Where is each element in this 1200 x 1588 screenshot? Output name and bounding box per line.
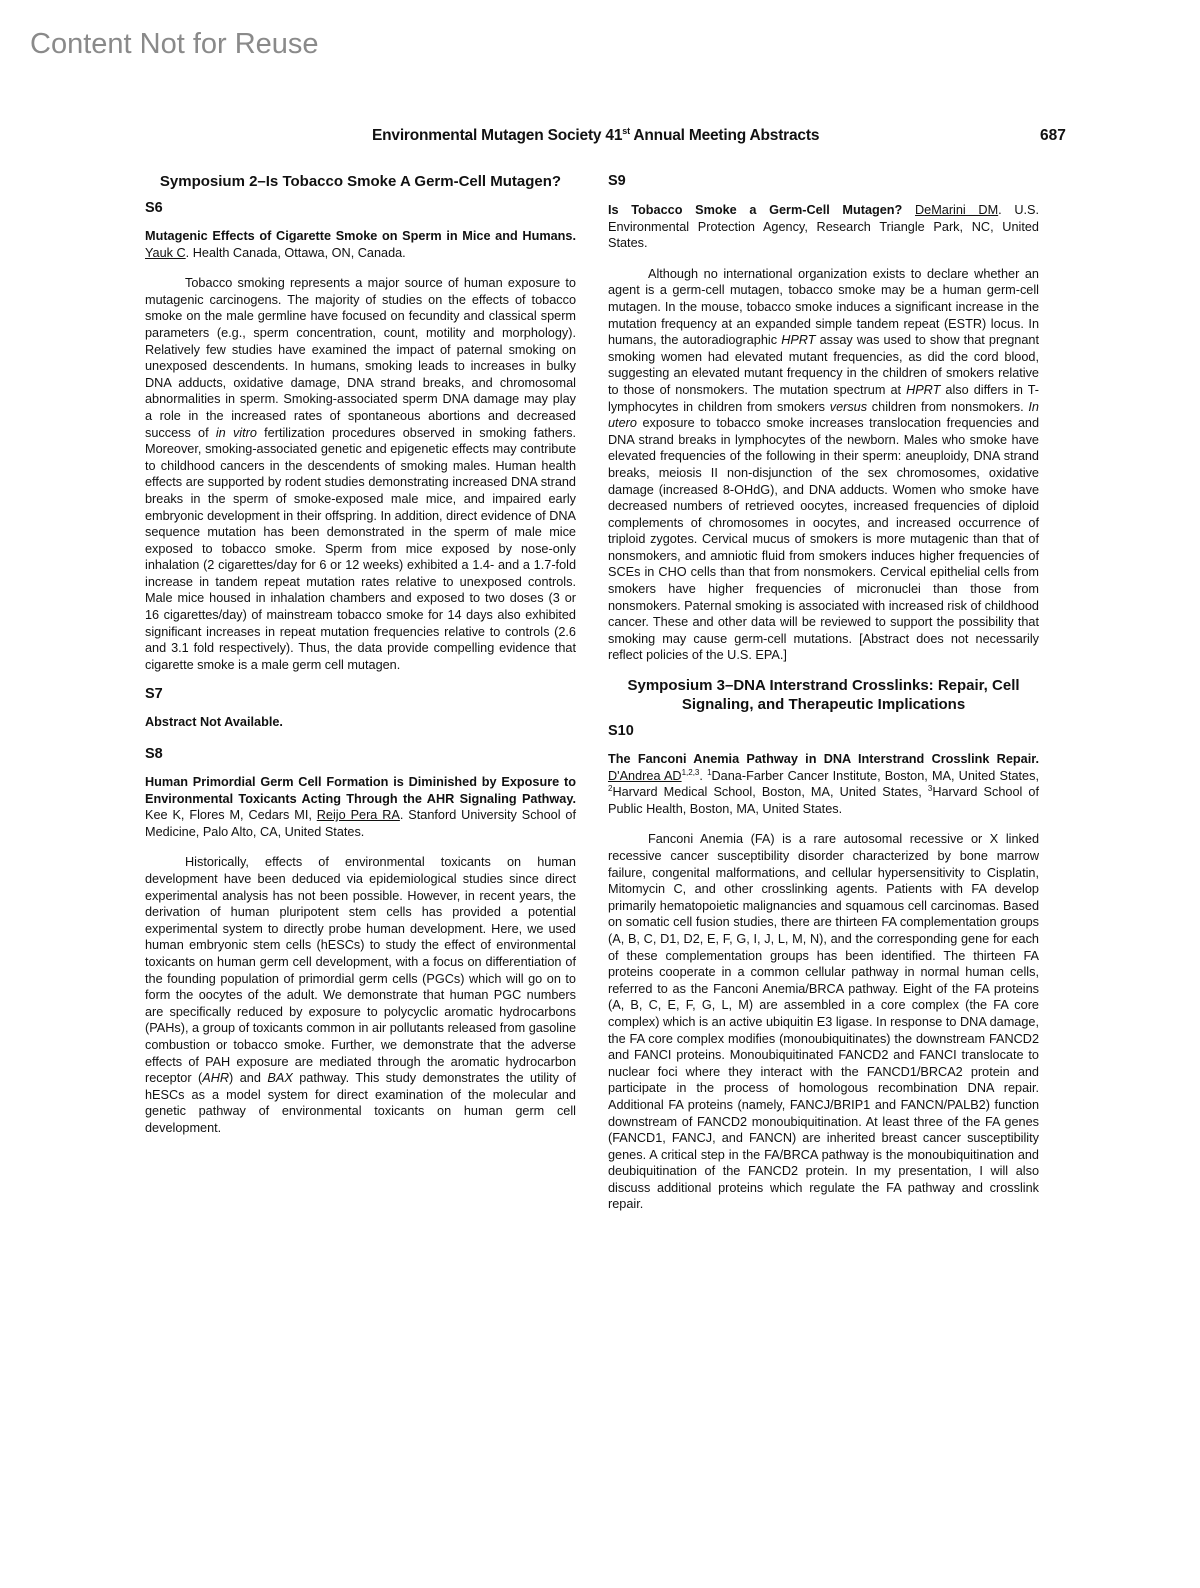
affiliation: Harvard Medical School, Boston, MA, United States,: [612, 785, 928, 800]
body-text: Historically, effects of environmental toxicants on human development have been deduced via epidemiological studies since direct experimental analysis has not been possible. However, in recent years, the derivation of human pluripotent stem cells has provided a potential experimental system to directly probe human development. Here, we used human embryonic stem cells (hESCs) to study the effect of environmental toxicants on human germ cell development, with a focus on differentiation of the founding population of primordial germ cells (PGCs) which will go on to form the oocytes of the adult. We demonstrate that human PGC numbers are specifically reduced by exposure to polycyclic aromatic hydrocarbons (PAHs), a group of toxicants common in air pollutants released from gasoline combustion or tobacco smoke. Further, we demonstrate that the adverse effects of PAH exposure are mediated through the aromatic hydrocarbon receptor (: [145, 855, 576, 1086]
abstract-id-s6: S6: [145, 200, 163, 216]
affiliation: Harvard School of Public Health, Boston, MA, United States.: [608, 785, 1039, 816]
abstract-title: Human Primordial Germ Cell Formation is Diminished by Exposure to Environmental Toxicants Acting Through the AHR Signaling Pathway.: [145, 775, 576, 806]
abstract-title: Is Tobacco Smoke a Germ-Cell Mutagen?: [608, 203, 903, 217]
body-text: exposure to tobacco smoke increases translocation frequencies and DNA strand breaks in lymphocytes of the newborn. Males who smoke have elevated frequencies of the following in their sperm: aneuploidy, DNA strand breaks, meiosis II non-disjunction of the sex chromosomes, oxidative damage (increased 8-OHdG), and DNA adducts. Women who smoke have decreased numbers of retrieved oocytes, increased frequencies of diploid complements of chromosomes in oocytes, and increased occurrence of triploid zygotes. Cervical mucus of smokers is more mutagenic than that of nonsmokers, and amniotic fluid from smokers induces higher frequencies of SCEs in CHO cells than that from nonsmokers. Cervical epithelial cells from smokers have higher frequencies of micronuclei than those from nonsmokers. Paternal smoking is associated with increased risk of childhood cancer. These and other data will be reviewed to support the possibility that smoking may cause germ-cell mutations. [Abstract does not necessarily reflect policies of the U.S. EPA.]: [608, 416, 1039, 663]
journal-ordinal: st: [622, 125, 630, 136]
body-italic: AHR: [202, 1071, 230, 1086]
body-italic: in vitro: [215, 425, 257, 440]
abstract-id-s9: S9: [608, 173, 626, 189]
body-italic: In utero: [608, 399, 1039, 431]
body-text: pathway. This study demonstrates the utility of hESCs as a model system for direct examination of the molecular and genetic pathway of environmental toxicants on human germ cell development.: [145, 1071, 576, 1135]
page-number: 687: [1040, 127, 1066, 144]
journal-title-rest: Annual Meeting Abstracts: [629, 127, 820, 144]
abstract-id-s10: S10: [608, 723, 634, 740]
body-text: children from nonsmokers.: [867, 399, 1029, 414]
symposium-title: Symposium 3–DNA Interstrand Crosslinks: Repair, Cell Signaling, and Therapeutic Implications: [627, 677, 1020, 714]
affiliation: . U.S. Environmental Protection Agency, Research Triangle Park, NC, United States.: [608, 203, 1039, 251]
body-text: fertilization procedures observed in smoking fathers. Moreover, smoking-associated genetic and epigenetic effects may contribute to childhood cancers in the descendents of smoking males. Human health effects are supported by rodent studies demonstrating increased DNA strand breaks in the sperm of smoke-exposed male mice, and impaired early embryonic development in their offspring. In addition, direct evidence of DNA sequence mutation has been demonstrated in the sperm of male mice exposed to tobacco smoke. Sperm from mice exposed by nose-only inhalation (2 cigarettes/day for 6 or 12 weeks) exhibited a 1.4- and a 1.7-fold increase in tandem repeat mutation rates relative to unexposed controls. Male mice housed in inhalation chambers and exposed to two doses (3 or 16 cigarettes/day) of mainstream tobacco smoke for 14 days also exhibited significant increases in repeat mutation frequencies relative to controls (2.6 and 3.1 fold respectively). Thus, the data provide compelling evidence that cigarette smoke is a male germ cell mutagen.: [145, 425, 576, 672]
body-italic: versus: [829, 399, 868, 414]
journal-title: Environmental Mutagen Society 41: [372, 127, 623, 144]
body-text: Although no international organization exists to declare whether an agent is a germ-cell mutagen, tobacco smoke may be a human germ-cell mutagen. In the mouse, tobacco smoke induces a significant increase in the mutation frequency at an expanded simple tandem repeat (ESTR) locus. In humans, the autoradiographic: [608, 266, 1039, 348]
presenting-author: Yauk C: [145, 245, 186, 260]
abstract-id-s7: S7: [145, 686, 163, 703]
abstract-body-s10: Fanconi Anemia (FA) is a rare autosomal recessive or X linked recessive cancer susceptibility disorder characterized by bone marrow failure, congenital malformations, and cellular hypersensitivity to Cisplatin, Mitomycin C, and other crosslinking agents. Patients with FA develop primarily hematopoietic malignancies and squamous cell carcinomas. Based on somatic cell fusion studies, there are thirteen FA complementation groups (A, B, C, D1, D2, E, F, G, I, J, L, M, N), and the corresponding gene for each of these complementation groups has been identified. The thirteen FA proteins cooperate in a common cellular pathway in normal human cells, referred to as the Fanconi Anemia/BRCA pathway. Eight of the FA proteins (A, B, C, E, F, G, L, M) are assembled in a core complex (the FA core complex) which is an active ubiquitin E3 ligase. In response to DNA damage, the FA core complex modifies (monoubiquitinates) the downstream FANCD2 and FANCI proteins. Monoubiquitinated FANCD2 and FANCI translocate to nuclear foci where they interact with the FANCD1/BRCA2 protein and participate in the process of homologous recombination DNA repair. Additional FA proteins (namely, FANCJ/BRIP1 and FANCN/PALB2) function downstream of FANCD2 monoubiquitination. At least three of the FA genes (FANCD1, FANCJ, and FANCN) are inherited breast cancer susceptibility genes. A critical step in the FA/BRCA pathway is the monoubiquitination and deubiquitination of the FANCD2 protein. In my presentation, I will also discuss additional proteins which regulate the FA pathway and crosslink repair.: [608, 832, 1039, 1212]
body-text: ) and: [229, 1071, 268, 1086]
body-text: Tobacco smoking represents a major source of human exposure to mutagenic carcinogens. The majority of studies on the effects of tobacco smoke on the male germline have focused on fecundity and classical sperm parameters (e.g., sperm concentration, count, motility and morphology). Relatively few studies have examined the impact of paternal smoking on unexposed descendents. In humans, smoking leads to increases in bulky DNA adducts, oxidative damage, DNA strand breaks, and chromosomal abnormalities in sperm. Smoking-associated sperm DNA damage may play a role in the increased rates of spontaneous abortions and decreased success of: [145, 276, 576, 440]
affiliation: Dana-Farber Cancer Institute, Boston, MA, United States,: [711, 768, 1039, 783]
presenting-author: Reijo Pera RA: [316, 808, 400, 823]
author-affiliation-marks: 1,2,3: [681, 767, 700, 777]
authors: Kee K, Flores M, Cedars MI,: [145, 808, 317, 823]
affiliation: . Stanford University School of Medicine, Palo Alto, CA, United States.: [145, 808, 577, 839]
left-column: [145, 172, 576, 1149]
affiliation-mark: 1: [707, 767, 712, 777]
presenting-author: D'Andrea AD: [608, 768, 682, 783]
right-column: [608, 172, 1039, 1225]
abstract-title: Mutagenic Effects of Cigarette Smoke on Sperm in Mice and Humans.: [145, 229, 576, 243]
symposium-title: Symposium 2–Is Tobacco Smoke A Germ-Cell Mutagen?: [159, 173, 562, 190]
abstract-heading-s8: [145, 774, 576, 840]
body-italic: HPRT: [906, 382, 941, 397]
affiliation: . Health Canada, Ottawa, ON, Canada.: [185, 245, 406, 260]
abstract-not-available: Abstract Not Available.: [145, 715, 283, 730]
body-italic: HPRT: [781, 333, 816, 348]
body-italic: BAX: [267, 1071, 293, 1086]
abstract-heading-s10: The Fanconi Anemia Pathway in DNA Interstrand Crosslink Repair. D'Andrea AD$^{1,2,3}$. $^1$Dana-Farber Cancer Institute, Boston, MA, United States, $^2$Harvard Medical School, Boston, MA, United States, $^3$Harvard School of Public Health, Boston, MA, United States.: [608, 752, 1039, 816]
affiliation-mark: 2: [608, 783, 613, 793]
affiliation-mark: 3: [927, 783, 933, 793]
abstract-body-s6: [145, 275, 576, 673]
running-head: [372, 127, 819, 145]
abstract-title: The Fanconi Anemia Pathway in DNA Interstrand Crosslink Repair.: [608, 752, 1039, 767]
presenting-author: DeMarini DM: [914, 203, 999, 217]
abstract-id-s8: S8: [145, 746, 163, 763]
body-text: assay was used to show that pregnant smoking women had elevated mutant frequencies, as did the cord blood, suggesting an elevated mutant frequency in the children of smokers relative to those of nonsmokers. The mutation spectrum at: [608, 333, 1039, 397]
abstract-heading-s6: [145, 228, 576, 261]
abstract-body-s9: [608, 266, 1039, 664]
abstract-heading-s9: [608, 202, 1039, 252]
body-text: also differs in T-lymphocytes in children from smokers: [608, 382, 1039, 414]
watermark: Content Not for Reuse: [30, 28, 319, 60]
abstract-body-s8: [145, 854, 576, 1136]
